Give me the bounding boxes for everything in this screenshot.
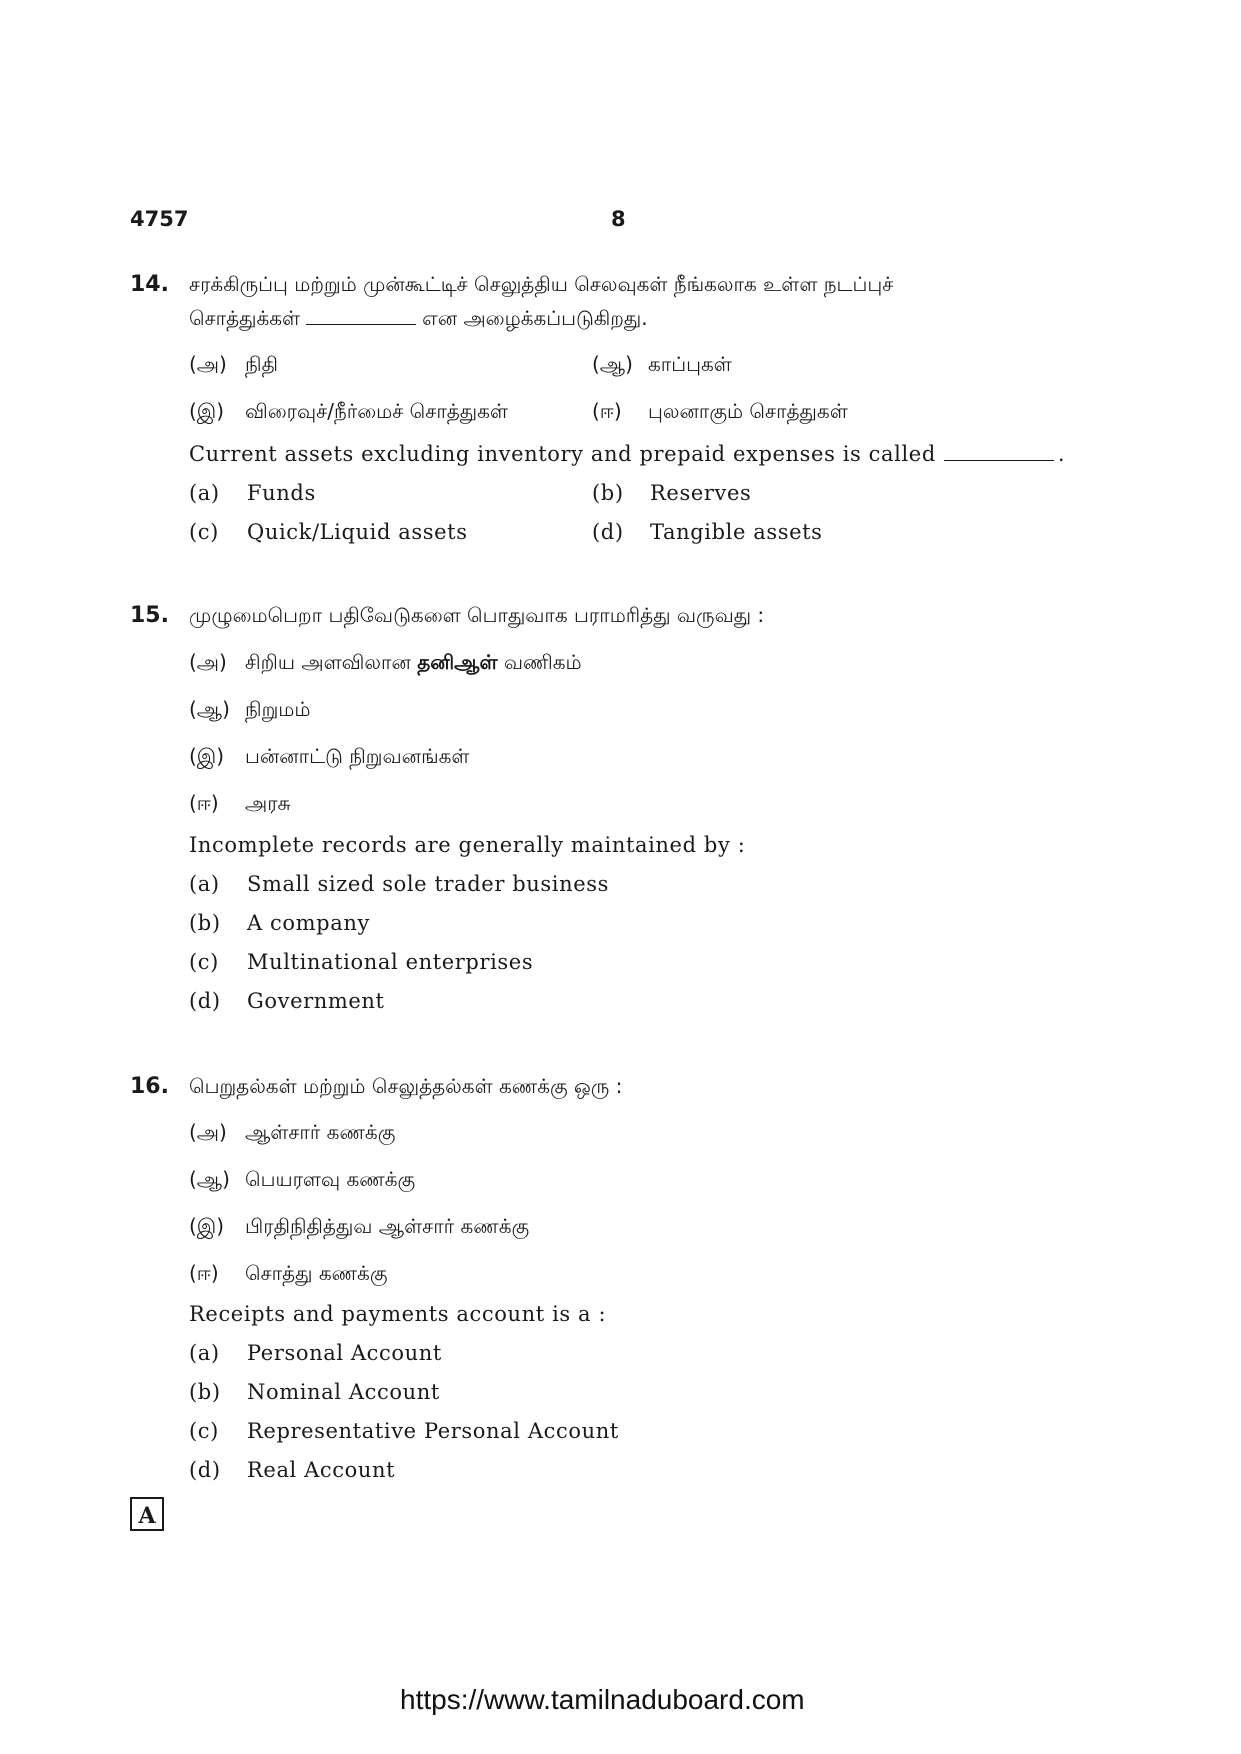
q16-tamil-option-a: (அ) ஆள்சார் கணக்கு xyxy=(189,1120,396,1144)
q14-tamil-option-c: (இ) விரைவுச்/நீர்மைச் சொத்துகள் xyxy=(189,399,508,423)
q15-option-d: (d) Government xyxy=(189,989,385,1013)
question-14-tamil-line2-after: என அழைக்கப்படுகிறது. xyxy=(422,306,648,330)
paper-code: 4757 xyxy=(130,207,189,231)
q14-tamil-option-d: (ஈ) புலனாகும் சொத்துகள் xyxy=(592,399,848,423)
q14-tamil-option-a: (அ) நிதி xyxy=(189,352,278,376)
q16-option-a: (a) Personal Account xyxy=(189,1341,442,1365)
q14-option-a: (a) Funds xyxy=(189,481,316,505)
question-15-tamil: முழுமைபெறா பதிவேடுகளை பொதுவாக பராமரித்து வருவது : xyxy=(189,603,765,627)
question-15-english: Incomplete records are generally maintained by : xyxy=(189,833,746,857)
question-14-number: 14. xyxy=(130,272,169,297)
question-14-tamil-line1: சரக்கிருப்பு மற்றும் முன்கூட்டிச் செலுத்திய செலவுகள் நீங்கலாக உள்ள நடப்புச் xyxy=(189,272,894,296)
q15-tamil-option-d: (ஈ) அரசு xyxy=(189,791,291,815)
version-box: A xyxy=(130,1497,164,1531)
q15-tamil-option-c: (இ) பன்னாட்டு நிறுவனங்கள் xyxy=(189,744,470,768)
q15-option-c: (c) Multinational enterprises xyxy=(189,950,534,974)
q16-tamil-option-b: (ஆ) பெயரளவு கணக்கு xyxy=(189,1167,416,1191)
q15-tamil-option-a: (அ) சிறிய அளவிலான தனிஆள் வணிகம் xyxy=(189,650,582,674)
question-14-tamil-line2-before: சொத்துக்கள் xyxy=(189,306,301,330)
question-15-number: 15. xyxy=(130,603,169,628)
q16-option-b: (b) Nominal Account xyxy=(189,1380,440,1404)
answer-blank xyxy=(306,306,416,325)
question-16-tamil: பெறுதல்கள் மற்றும் செலுத்தல்கள் கணக்கு ஒரு : xyxy=(189,1074,623,1098)
q16-option-c: (c) Representative Personal Account xyxy=(189,1419,619,1443)
q16-tamil-option-c: (இ) பிரதிநிதித்துவ ஆள்சார் கணக்கு xyxy=(189,1214,530,1238)
q15-tamil-option-b: (ஆ) நிறுமம் xyxy=(189,697,311,721)
q14-option-b: (b) Reserves xyxy=(592,481,752,505)
question-16-english: Receipts and payments account is a : xyxy=(189,1302,607,1326)
q16-option-d: (d) Real Account xyxy=(189,1458,396,1482)
q16-tamil-option-d: (ஈ) சொத்து கணக்கு xyxy=(189,1261,388,1285)
q15-option-a: (a) Small sized sole trader business xyxy=(189,872,610,896)
q14-option-d: (d) Tangible assets xyxy=(592,520,823,544)
answer-blank xyxy=(944,442,1054,461)
q14-tamil-option-b: (ஆ) காப்புகள் xyxy=(592,352,732,376)
question-14-tamil-line2 xyxy=(189,306,648,333)
q15-option-b: (b) A company xyxy=(189,911,370,935)
footer-url[interactable]: https://www.tamilnaduboard.com xyxy=(400,1684,805,1715)
question-14-english: Current assets excluding inventory and prepaid expenses is called . xyxy=(189,442,1066,466)
question-16-number: 16. xyxy=(130,1074,169,1099)
page-number: 8 xyxy=(611,207,626,231)
q14-option-c: (c) Quick/Liquid assets xyxy=(189,520,468,544)
